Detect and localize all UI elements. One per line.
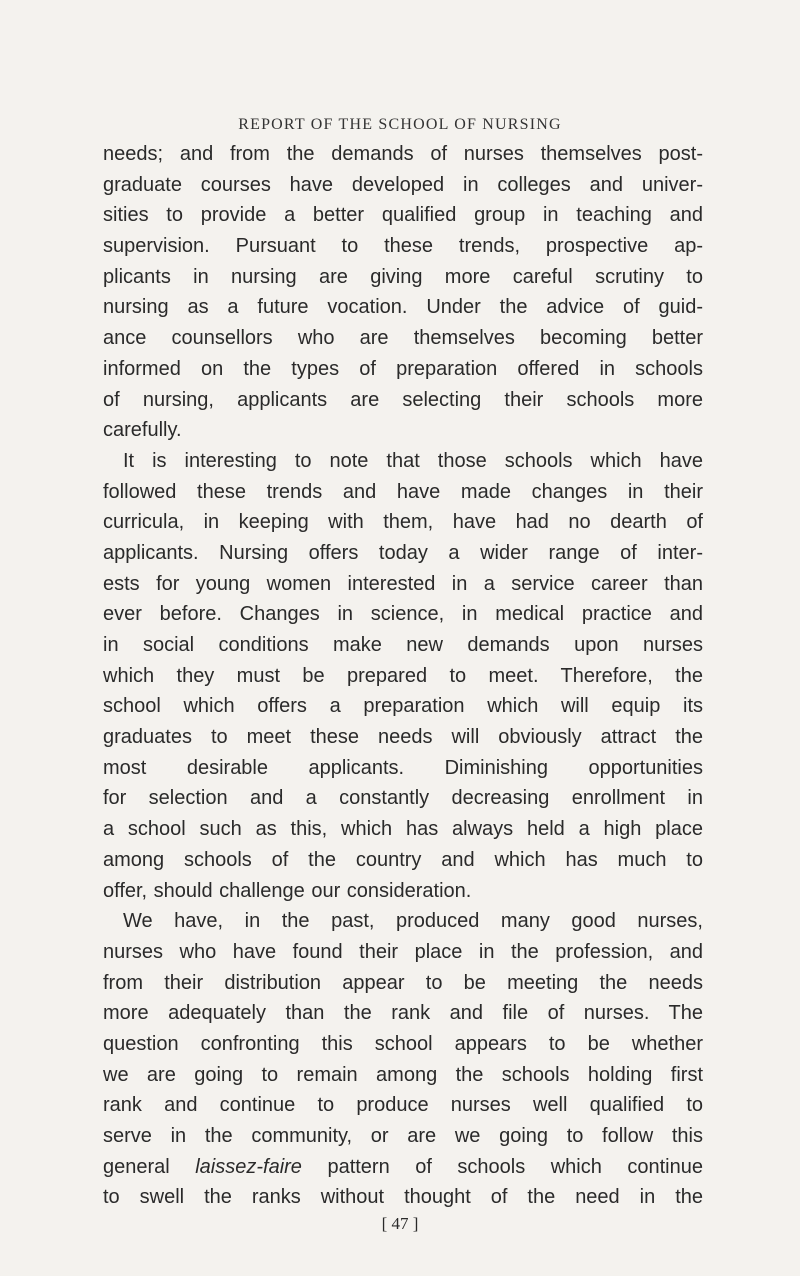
text-line: we are going to remain among the schools holding first: [103, 1063, 703, 1086]
text-line: rank and continue to produce nurses well qualified to: [103, 1094, 703, 1117]
text-segment: general: [103, 1155, 196, 1178]
text-line: [103, 1152, 703, 1183]
text-line: school which offers a preparation which will equip its: [103, 695, 703, 718]
text-line: curricula, in keeping with them, have had no dearth of: [103, 511, 703, 534]
text-line: most desirable applicants. Diminishing opportunities: [103, 756, 703, 779]
italic-term: laissez-faire: [195, 1155, 302, 1178]
text-line: informed on the types of preparation offered in schools: [103, 357, 703, 380]
text-line: serve in the community, or are we going to follow this: [103, 1125, 703, 1147]
text-line: from their distribution appear to be meeting the needs: [103, 971, 703, 994]
text-line: applicants. Nursing offers today a wider range of inter-: [103, 541, 703, 564]
text-line: for selection and a constantly decreasing enrollment in: [103, 787, 703, 810]
text-line: We have, in the past, produced many good nurses,: [123, 910, 703, 933]
running-header: REPORT OF THE SCHOOL OF NURSING: [238, 116, 562, 133]
text-line: offer, should challenge our consideration.: [103, 879, 472, 902]
text-line: supervision. Pursuant to these trends, prospective ap-: [103, 235, 703, 258]
text-line: It is interesting to note that those schools which have: [123, 449, 703, 472]
text-line: among schools of the country and which has much to: [103, 848, 703, 871]
text-line: sities to provide a better qualified group in teaching and: [103, 204, 703, 227]
text-line: followed these trends and have made changes in their: [103, 480, 703, 503]
page-number: [ 47 ]: [381, 1214, 419, 1233]
text-line: ance counsellors who are themselves becoming better: [103, 327, 703, 350]
text-line: plicants in nursing are giving more careful scrutiny to: [103, 265, 703, 288]
text-line: a school such as this, which has always held a high place: [103, 818, 703, 841]
text-line: nursing as a future vocation. Under the advice of guid-: [103, 296, 703, 319]
text-line: which they must be prepared to meet. Therefore, the: [103, 664, 703, 687]
text-line: graduates to meet these needs will obviously attract the: [103, 726, 703, 749]
text-line: carefully.: [103, 419, 182, 442]
text-line: more adequately than the rank and file of nurses. The: [103, 1002, 703, 1025]
text-line: in social conditions make new demands upon nurses: [103, 634, 703, 656]
text-line: graduate courses have developed in colleges and univer-: [103, 173, 703, 196]
text-line: nurses who have found their place in the profession, and: [103, 940, 703, 963]
text-line: question confronting this school appears to be whether: [103, 1032, 703, 1055]
body-text: [103, 139, 703, 1213]
text-line: of nursing, applicants are selecting their schools more: [103, 388, 703, 411]
text-line: ever before. Changes in science, in medical practice and: [103, 603, 703, 626]
text-line: ests for young women interested in a service career than: [103, 572, 703, 595]
text-line: needs; and from the demands of nurses themselves post-: [103, 143, 703, 165]
text-line: to swell the ranks without thought of the need in the: [103, 1186, 703, 1209]
text-segment: pattern of schools which continue: [301, 1155, 703, 1178]
